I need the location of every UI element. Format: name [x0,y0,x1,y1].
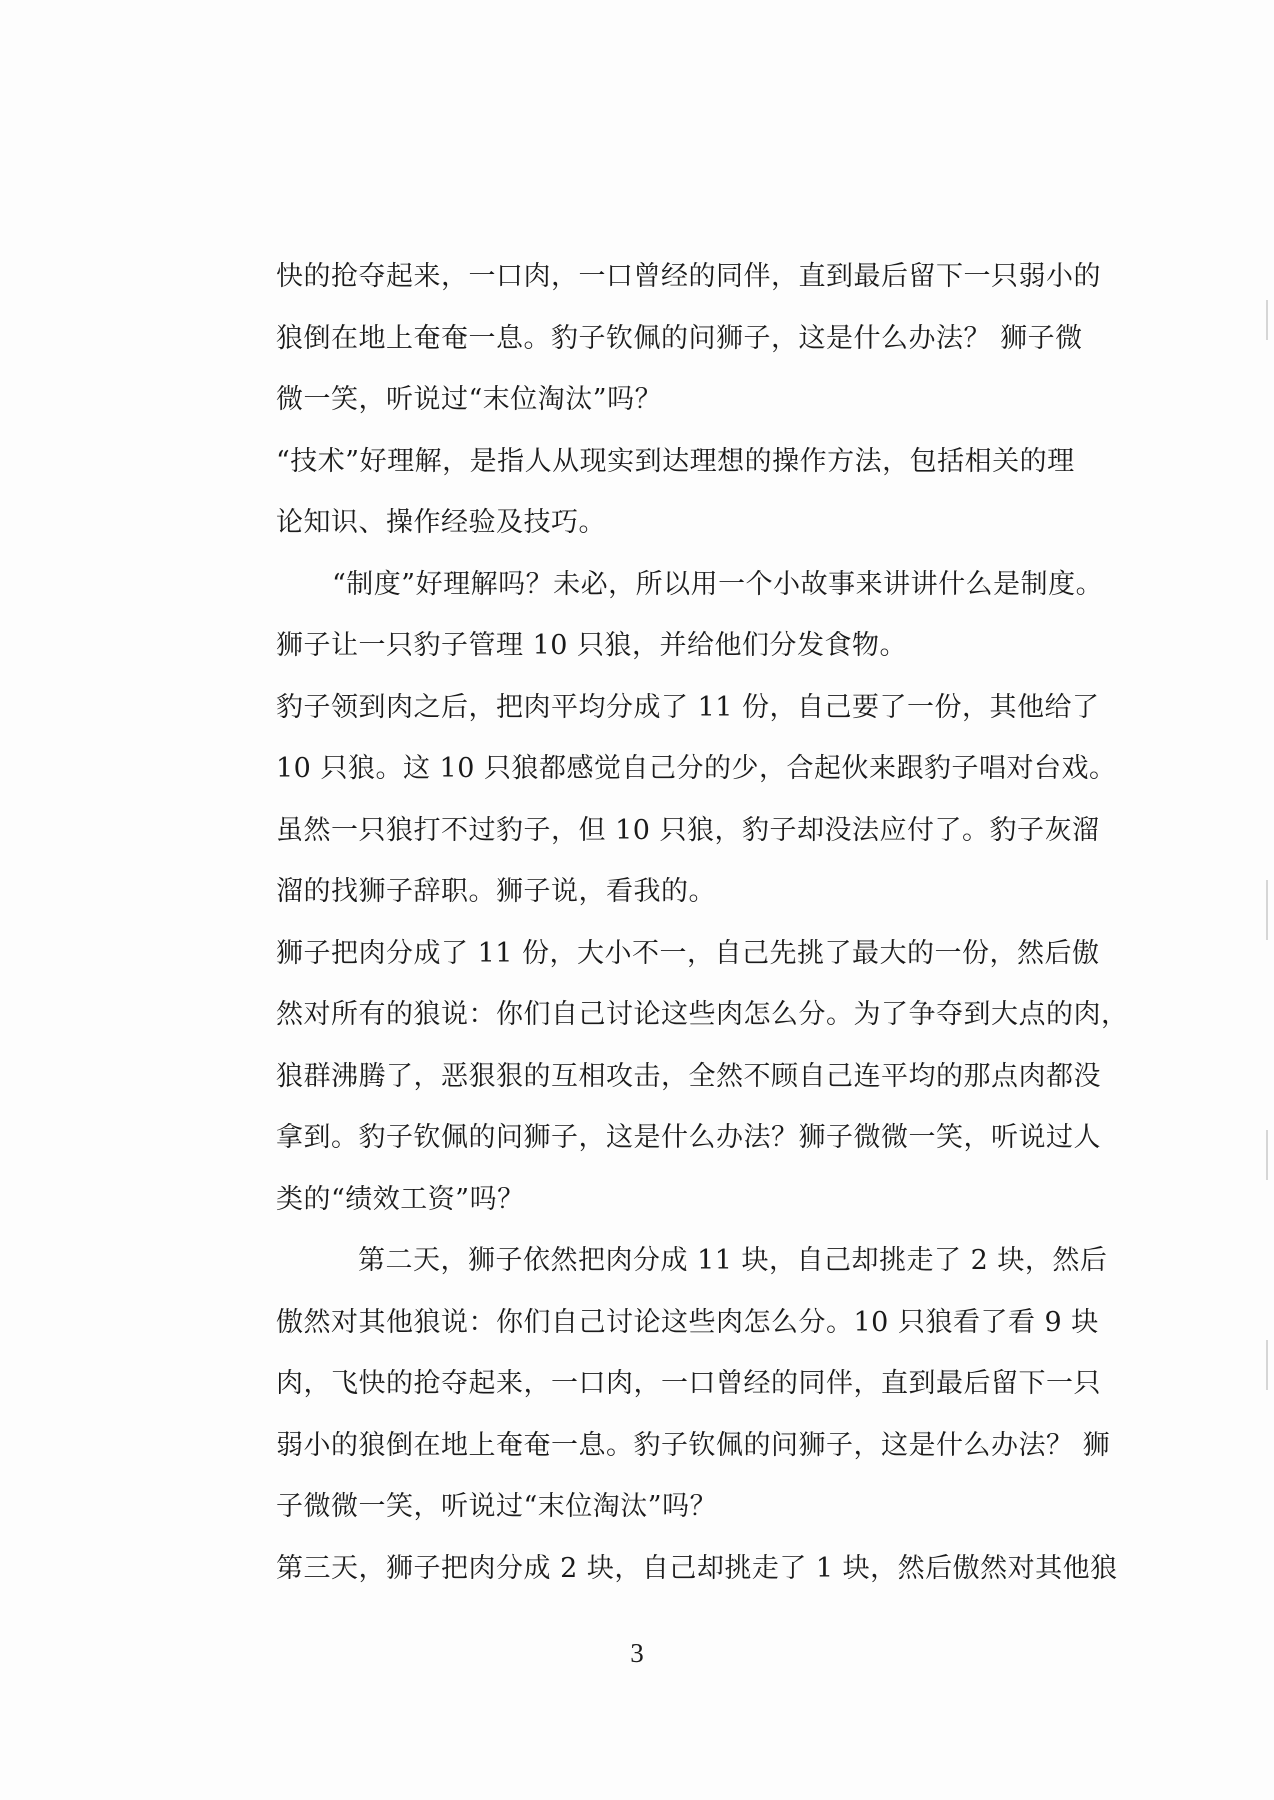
text-line: “制度”好理解吗？未必，所以用一个小故事来讲讲什么是制度。 [332,568,1104,600]
text-line: 弱小的狼倒在地上奄奄一息。豹子钦佩的问狮子，这是什么办法？ 狮 [276,1429,1111,1461]
scan-edge-mark [1266,300,1268,340]
text-line: 类的“绩效工资”吗？ [276,1183,525,1215]
body-text [276,246,1129,1599]
text-line: 拿到。豹子钦佩的问狮子，这是什么办法？狮子微微一笑，听说过人 [276,1122,1101,1153]
text-line: 傲然对其他狼说：你们自己讨论这些肉怎么分。10 只狼看了看 9 块 [276,1306,1099,1338]
text-line: 肉，飞快的抢夺起来，一口肉，一口曾经的同伴，直到最后留下一只 [276,1368,1101,1399]
scan-edge-mark [1266,880,1268,940]
text-line: 虽然一只狼打不过豹子，但 10 只狼，豹子却没法应付了。豹子灰溜 [276,814,1100,846]
text-line: 狮子把肉分成了 11 份，大小不一，自己先挑了最大的一份，然后傲 [276,937,1100,969]
text-line: 溜的找狮子辞职。狮子说，看我的。 [276,876,716,907]
text-line: 狼倒在地上奄奄一息。豹子钦佩的问狮子，这是什么办法？ 狮子微 [276,322,1083,354]
text-line: 第二天，狮子依然把肉分成 11 块，自己却挑走了 2 块，然后 [358,1245,1108,1276]
scan-edge-mark [1266,1130,1268,1180]
text-line: 豹子领到肉之后，把肉平均分成了 11 份，自己要了一份，其他给了 [276,691,1100,723]
text-line: “技术”好理解，是指人从现实到达理想的操作方法，包括相关的理 [276,445,1075,477]
scan-edge-mark [1266,1340,1268,1390]
text-line: 论知识、操作经验及技巧。 [276,507,606,538]
text-line: 10 只狼。这 10 只狼都感觉自己分的少，合起伙来跟豹子唱对台戏。 [276,753,1117,784]
text-line: 子微微一笑，听说过“末位淘汰”吗？ [276,1491,718,1522]
text-line: 狮子让一只豹子管理 10 只狼，并给他们分发食物。 [276,630,908,661]
text-line: 快的抢夺起来，一口肉，一口曾经的同伴，直到最后留下一只弱小的 [276,261,1101,292]
text-line: 然对所有的狼说：你们自己讨论这些肉怎么分。为了争夺到大点的肉， [276,999,1129,1030]
page-number: 3 [630,1638,644,1668]
text-line: 微一笑，听说过“末位淘汰”吗？ [276,384,663,415]
text-line: 狼群沸腾了，恶狠狠的互相攻击，全然不顾自己连平均的那点肉都没 [276,1060,1101,1092]
text-line: 第三天，狮子把肉分成 2 块，自己却挑走了 1 块，然后傲然对其他狼 [276,1552,1118,1584]
